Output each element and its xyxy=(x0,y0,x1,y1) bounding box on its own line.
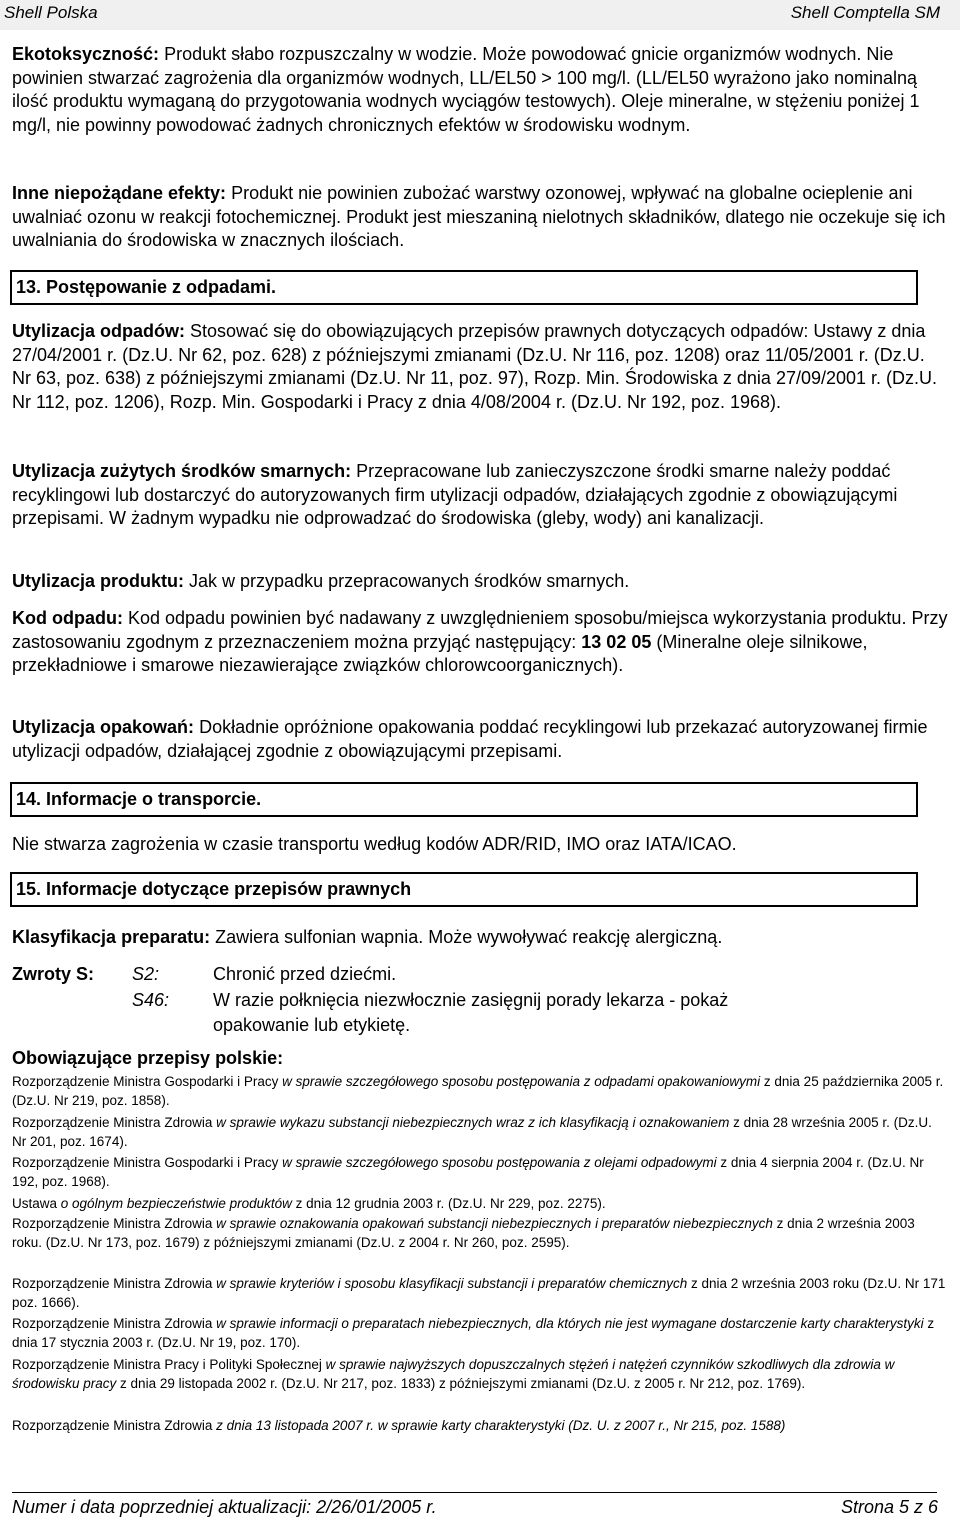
regulation-reference: z dnia 2 września 2003 roku (Dz.U. Nr 171 poz. 1666). xyxy=(12,1276,946,1311)
s46-text-line-2: opakowanie lub etykietę. xyxy=(213,1015,411,1035)
s2-code: S2: xyxy=(132,964,160,984)
ekotoksycznosc-text: Produkt słabo rozpuszczalny w wodzie. Może powodować gnicie organizmów wodnych. Nie powinien stwarzać zagrożenia dla organizmów wodnych, LL/EL50 > 100 mg/l. (LL/EL50 wyrażono jako nominalną ilość produktu wymaganą do przygotowania wodnych wyciągów testowych). Oleje mineralne, w stężeniu poniżej 1 mg/l, nie powinny powodować żadnych chronicznych efektów w środowisku wodnym. xyxy=(12,44,920,135)
regulation-reference: z dnia 28 września 2005 r. (Dz.U. Nr 201, poz. 1674). xyxy=(12,1115,932,1150)
regulation-title: w sprawie kryteriów i sposobu klasyfikacji substancji i preparatów chemicznych xyxy=(216,1276,688,1291)
footer-page-number: Strona 5 z 6 xyxy=(840,1497,938,1517)
klasyfikacja-text: Zawiera sulfonian wapnia. Może wywoływać reakcję alergiczną. xyxy=(210,927,723,947)
utylizacja-srodkow-paragraph xyxy=(12,460,948,531)
header-left xyxy=(0,0,480,30)
transport-paragraph xyxy=(12,833,948,857)
inne-efekty-paragraph xyxy=(12,182,948,253)
regulation-issuer: Rozporządzenie Ministra Zdrowia xyxy=(12,1216,217,1231)
utylizacja-produktu-text: Jak w przypadku przepracowanych środków smarnych. xyxy=(184,571,630,591)
regulation-title: w sprawie najwyższych dopuszczalnych stężeń i natężeń czynników szkodliwych dla zdrowia w środowisku pracy xyxy=(12,1357,895,1392)
ekotoksycznosc-paragraph xyxy=(12,43,948,137)
footer-divider xyxy=(12,1492,937,1493)
regulation-item xyxy=(12,1194,948,1213)
klasyfikacja-label: Klasyfikacja preparatu: xyxy=(12,927,211,947)
header-right xyxy=(480,0,960,30)
section-13-title: 13. Postępowanie z odpadami. xyxy=(16,277,277,297)
product-name: Shell Comptella SM xyxy=(790,3,940,22)
regulation-issuer: Rozporządzenie Ministra Zdrowia xyxy=(12,1276,217,1291)
regulation-reference: z dnia 12 grudnia 2003 r. (Dz.U. Nr 229, poz. 2275). xyxy=(291,1196,606,1211)
regulation-issuer: Rozporządzenie Ministra Zdrowia xyxy=(12,1316,217,1331)
utylizacja-produktu-label: Utylizacja produktu: xyxy=(12,571,185,591)
regulation-reference: z dnia 17 stycznia 2003 r. (Dz.U. Nr 19, poz. 170). xyxy=(12,1316,935,1351)
s2-text: Chronić przed dziećmi. xyxy=(213,964,397,984)
regulation-item xyxy=(12,1314,948,1353)
inne-efekty-text: Produkt nie powinien zubożać warstwy ozonowej, wpływać na globalne ocieplenie ani uwalniać ozonu w reakcji fotochemicznej. Produkt jest mieszaniną nielotnych składników, dlatego nie oczekuje się ich uwalniania do środowiska w znacznych ilościach. xyxy=(12,183,946,250)
regulation-title: w sprawie informacji o preparatach niebezpiecznych, dla których nie jest wymagane dostarczenie karty charakterystyki xyxy=(216,1316,924,1331)
utylizacja-odpadow-text: Stosować się do obowiązujących przepisów prawnych dotyczących odpadów: Ustawy z dnia 27/04/2001 r. (Dz.U. Nr 62, poz. 628) z późniejszymi zmianami (Dz.U. Nr 116, poz. 1208) oraz 11/05/2001 r. (Dz.U. Nr 63, poz. 638) z późniejszymi zmianami (Dz.U. Nr 11, poz. 97), Rozp. Min. Środowiska z dnia 27/09/2001 r. (Dz.U. Nr 112, poz. 1206), Rozp. Min. Gospodarki i Pracy z dnia 4/08/2004 r. (Dz.U. Nr 192, poz. 1968). xyxy=(12,321,938,412)
regulation-reference: z dnia 25 października 2005 r. (Dz.U. Nr 219, poz. 1858). xyxy=(12,1074,944,1109)
regulation-item xyxy=(12,1355,948,1394)
regulation-item xyxy=(12,1153,948,1192)
klasyfikacja-paragraph xyxy=(12,926,948,950)
transport-text: Nie stwarza zagrożenia w czasie transportu według kodów ADR/RID, IMO oraz IATA/ICAO. xyxy=(12,834,737,854)
zwroty-s-label: Zwroty S: xyxy=(12,964,95,984)
regulation-item xyxy=(12,1072,948,1111)
regulation-reference: z dnia 29 listopada 2002 r. (Dz.U. Nr 217, poz. 1833) z późniejszymi zmianami (Dz.U. z 2005 r. Nr 212, poz. 1769). xyxy=(116,1376,806,1392)
kod-odpadu-text-2: (Mineralne oleje silnikowe, przekładniowe i smarowe niezawierające związków chlorowcoorganicznych). xyxy=(12,631,868,675)
s46-code: S46: xyxy=(132,990,170,1010)
section-15-title: 15. Informacje dotyczące przepisów prawnych xyxy=(16,879,412,899)
footer-revision: Numer i data poprzedniej aktualizacji: 2/26/01/2005 r. xyxy=(12,1497,437,1517)
regulation-issuer: Ustawa xyxy=(12,1196,61,1211)
kod-odpadu-label: Kod odpadu: xyxy=(12,608,123,628)
regulation-title: z dnia 13 listopada 2007 r. w sprawie karty charakterystyki (Dz. U. z 2007 r., Nr 215, poz. 1588) xyxy=(216,1418,786,1433)
utylizacja-odpadow-label: Utylizacja odpadów: xyxy=(12,321,186,341)
regulation-item xyxy=(12,1214,948,1253)
regulation-title: o ogólnym bezpieczeństwie produktów xyxy=(60,1196,292,1211)
przepisy-heading: Obowiązujące przepisy polskie: xyxy=(12,1048,284,1068)
utylizacja-opakowan-label: Utylizacja opakowań: xyxy=(12,717,195,737)
ekotoksycznosc-label: Ekotoksyczność: xyxy=(12,44,160,64)
s46-text-line-1: W razie połknięcia niezwłocznie zasięgnij porady lekarza - pokaż xyxy=(213,990,729,1010)
regulation-title: w sprawie wykazu substancji niebezpiecznych wraz z ich klasyfikacją i oznakowaniem xyxy=(216,1115,730,1130)
regulation-title: w sprawie szczegółowego sposobu postępowania z olejami odpadowymi xyxy=(282,1155,717,1170)
section-15-header xyxy=(10,872,918,907)
company-name: Shell Polska xyxy=(4,3,98,22)
section-14-title: 14. Informacje o transporcie. xyxy=(16,789,262,809)
regulation-reference: z dnia 4 sierpnia 2004 r. (Dz.U. Nr 192, poz. 1968). xyxy=(12,1155,924,1190)
regulation-title: w sprawie oznakowania opakowań substancji niebezpiecznych i preparatów niebezpiecznych xyxy=(216,1216,773,1231)
regulation-issuer: Rozporządzenie Ministra Gospodarki i Pracy xyxy=(12,1074,283,1089)
regulation-item xyxy=(12,1274,948,1313)
section-13-header xyxy=(10,270,918,305)
regulation-issuer: Rozporządzenie Ministra Gospodarki i Pracy xyxy=(12,1155,283,1170)
kod-odpadu-code: 13 02 05 xyxy=(581,631,652,652)
utylizacja-srodkow-text: Przepracowane lub zanieczyszczone środki smarne należy poddać recyklingowi lub dostarczyć do autoryzowanych firm utylizacji odpadów, działających zgodnie z obowiązującymi przepisami. W żadnym wypadku nie odprowadzać do środowiska (gleby, wody) ani kanalizacji. xyxy=(12,461,898,528)
kod-odpadu-text-1: Kod odpadu powinien być nadawany z uwzględnieniem sposobu/miejsca wykorzystania produktu. Przy zastosowaniu zgodnym z przeznaczeniem można przyjąć następujący: xyxy=(12,608,948,652)
section-14-header xyxy=(10,782,918,817)
utylizacja-produktu-paragraph xyxy=(12,570,948,594)
kod-odpadu-paragraph xyxy=(12,607,948,678)
regulation-item xyxy=(12,1416,948,1435)
regulation-reference: z dnia 2 września 2003 roku. (Dz.U. Nr 173, poz. 1679) z późniejszymi zmianami (Dz.U. z 2004 r. Nr 260, poz. 2595). xyxy=(12,1216,915,1251)
regulation-title: w sprawie szczegółowego sposobu postępowania z odpadami opakowaniowymi xyxy=(282,1074,761,1089)
regulation-issuer: Rozporządzenie Ministra Zdrowia xyxy=(12,1115,217,1130)
regulation-item xyxy=(12,1113,948,1152)
regulation-issuer: Rozporządzenie Ministra Zdrowia xyxy=(12,1418,217,1433)
utylizacja-opakowan-paragraph xyxy=(12,716,948,763)
inne-efekty-label: Inne niepożądane efekty: xyxy=(12,183,227,203)
regulation-issuer: Rozporządzenie Ministra Pracy i Polityki Społecznej xyxy=(12,1357,326,1372)
utylizacja-odpadow-paragraph xyxy=(12,320,948,414)
utylizacja-srodkow-label: Utylizacja zużytych środków smarnych: xyxy=(12,461,352,481)
utylizacja-opakowan-text: Dokładnie opróżnione opakowania poddać recyklingowi lub przekazać autoryzowanej firmie utylizacji odpadów, działającej zgodnie z obowiązującymi przepisami. xyxy=(12,717,928,761)
